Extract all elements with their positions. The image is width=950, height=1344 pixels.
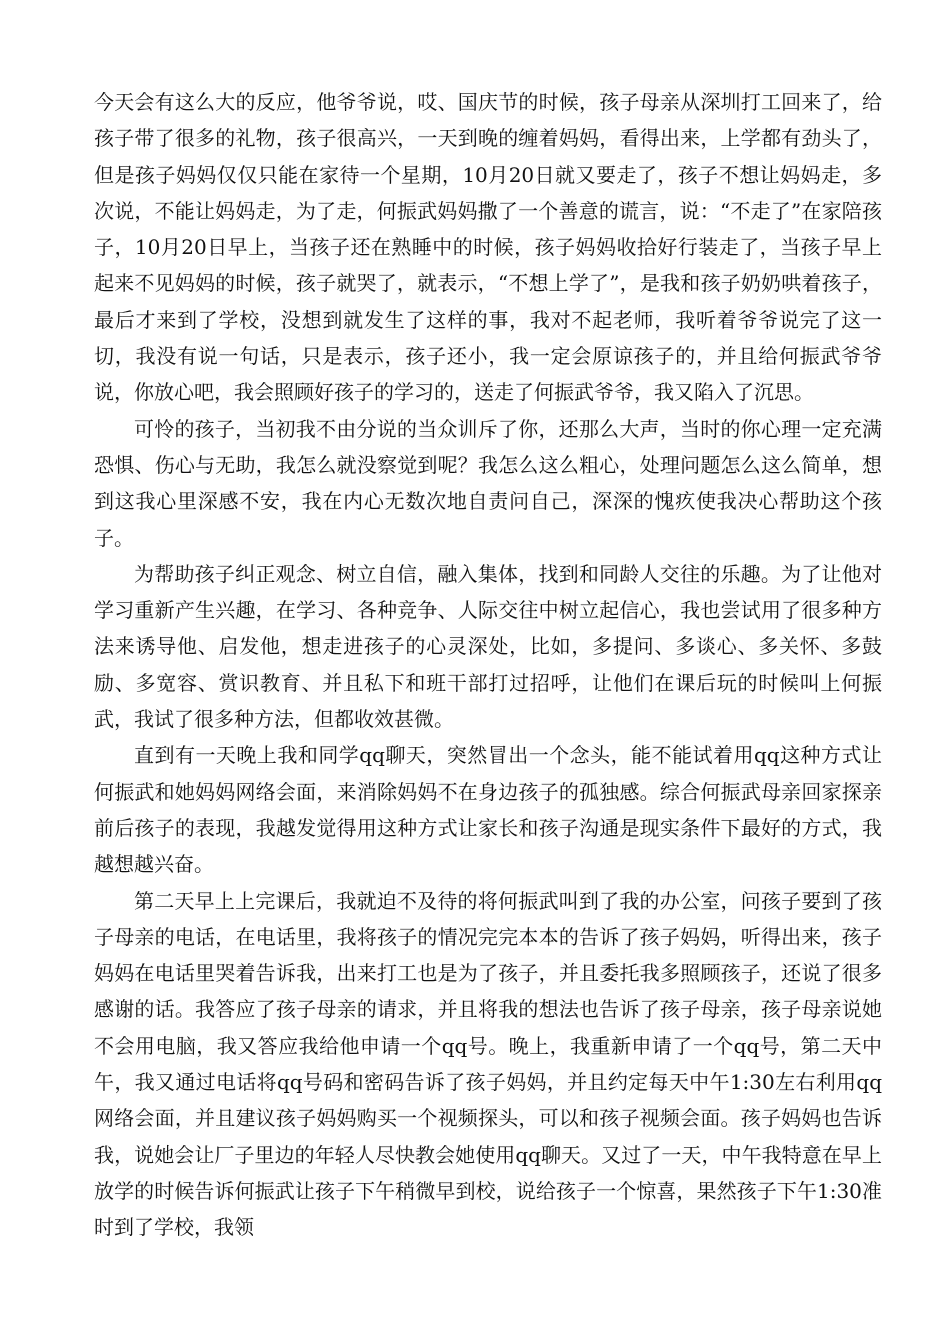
paragraph-5: 第二天早上上完课后，我就迫不及待的将何振武叫到了我的办公室，问孩子要到了孩子母亲的电话，在电话里，我将孩子的情况完完本本的告诉了孩子妈妈，听得出来，孩子妈妈在电话里哭着告诉我，出来打工也是为了孩子，并且委托我多照顾孩子，还说了很多感谢的话。我答应了孩子母亲的请求，并且将我的想法也告诉了孩子母亲，孩子母亲说她不会用电脑，我又答应我给他申请一个qq号。晚上，我重新申请了一个qq号，第二天中午，我又通过电话将qq号码和密码告诉了孩子妈妈，并且约定每天中午1:30左右利用qq网络会面，并且建议孩子妈妈购买一个视频探头，可以和孩子视频会面。孩子妈妈也告诉我，说她会让厂子里边的年轻人尽快教会她使用qq聊天。又过了一天，中午我特意在早上放学的时候告诉何振武让孩子下午稍微早到校，说给孩子一个惊喜，果然孩子下午1:30准时到了学校，我领 [94,888,882,1240]
paragraph-2: 可怜的孩子，当初我不由分说的当众训斥了你，还那么大声，当时的你心理一定充满恐惧、伤心与无助，我怎么就没察觉到呢？我怎么这么粗心，处理问题怎么这么简单，想到这我心里深感不安，我在内心无数次地自责问自己，深深的愧疚使我决心帮助这个孩子。 [94,416,882,550]
paragraph-3: 为帮助孩子纠正观念、树立自信，融入集体，找到和同龄人交往的乐趣。为了让他对学习重新产生兴趣，在学习、各种竞争、人际交往中树立起信心，我也尝试用了很多种方法来诱导他、启发他，想走进孩子的心灵深处，比如，多提问、多谈心、多关怀、多鼓励、多宽容、赏识教育、并且私下和班干部打过招呼，让他们在课后玩的时候叫上何振武，我试了很多种方法，但都收效甚微。 [94,561,882,732]
document-body [94,84,882,1246]
paragraph-1: 今天会有这么大的反应，他爷爷说，哎、国庆节的时候，孩子母亲从深圳打工回来了，给孩子带了很多的礼物，孩子很高兴，一天到晚的缠着妈妈，看得出来，上学都有劲头了，但是孩子妈妈仅仅只能在家待一个星期，10月20日就又要走了，孩子不想让妈妈走，多次说，不能让妈妈走，为了走，何振武妈妈撒了一个善意的谎言，说：“不走了”在家陪孩子，10月20日早上，当孩子还在熟睡中的时候，孩子妈妈收拾好行装走了，当孩子早上起来不见妈妈的时候，孩子就哭了，就表示，“不想上学了”，是我和孩子奶奶哄着孩子，最后才来到了学校，没想到就发生了这样的事，我对不起老师，我听着爷爷说完了这一切，我没有说一句话，只是表示，孩子还小，我一定会原谅孩子的，并且给何振武爷爷说，你放心吧，我会照顾好孩子的学习的，送走了何振武爷爷，我又陷入了沉思。 [94,90,882,405]
paragraph-4: 直到有一天晚上我和同学qq聊天，突然冒出一个念头，能不能试着用qq这种方式让何振武和她妈妈网络会面，来消除妈妈不在身边孩子的孤独感。综合何振武母亲回家探亲前后孩子的表现，我越发觉得用这种方式让家长和孩子沟通是现实条件下最好的方式，我越想越兴奋。 [94,743,882,877]
